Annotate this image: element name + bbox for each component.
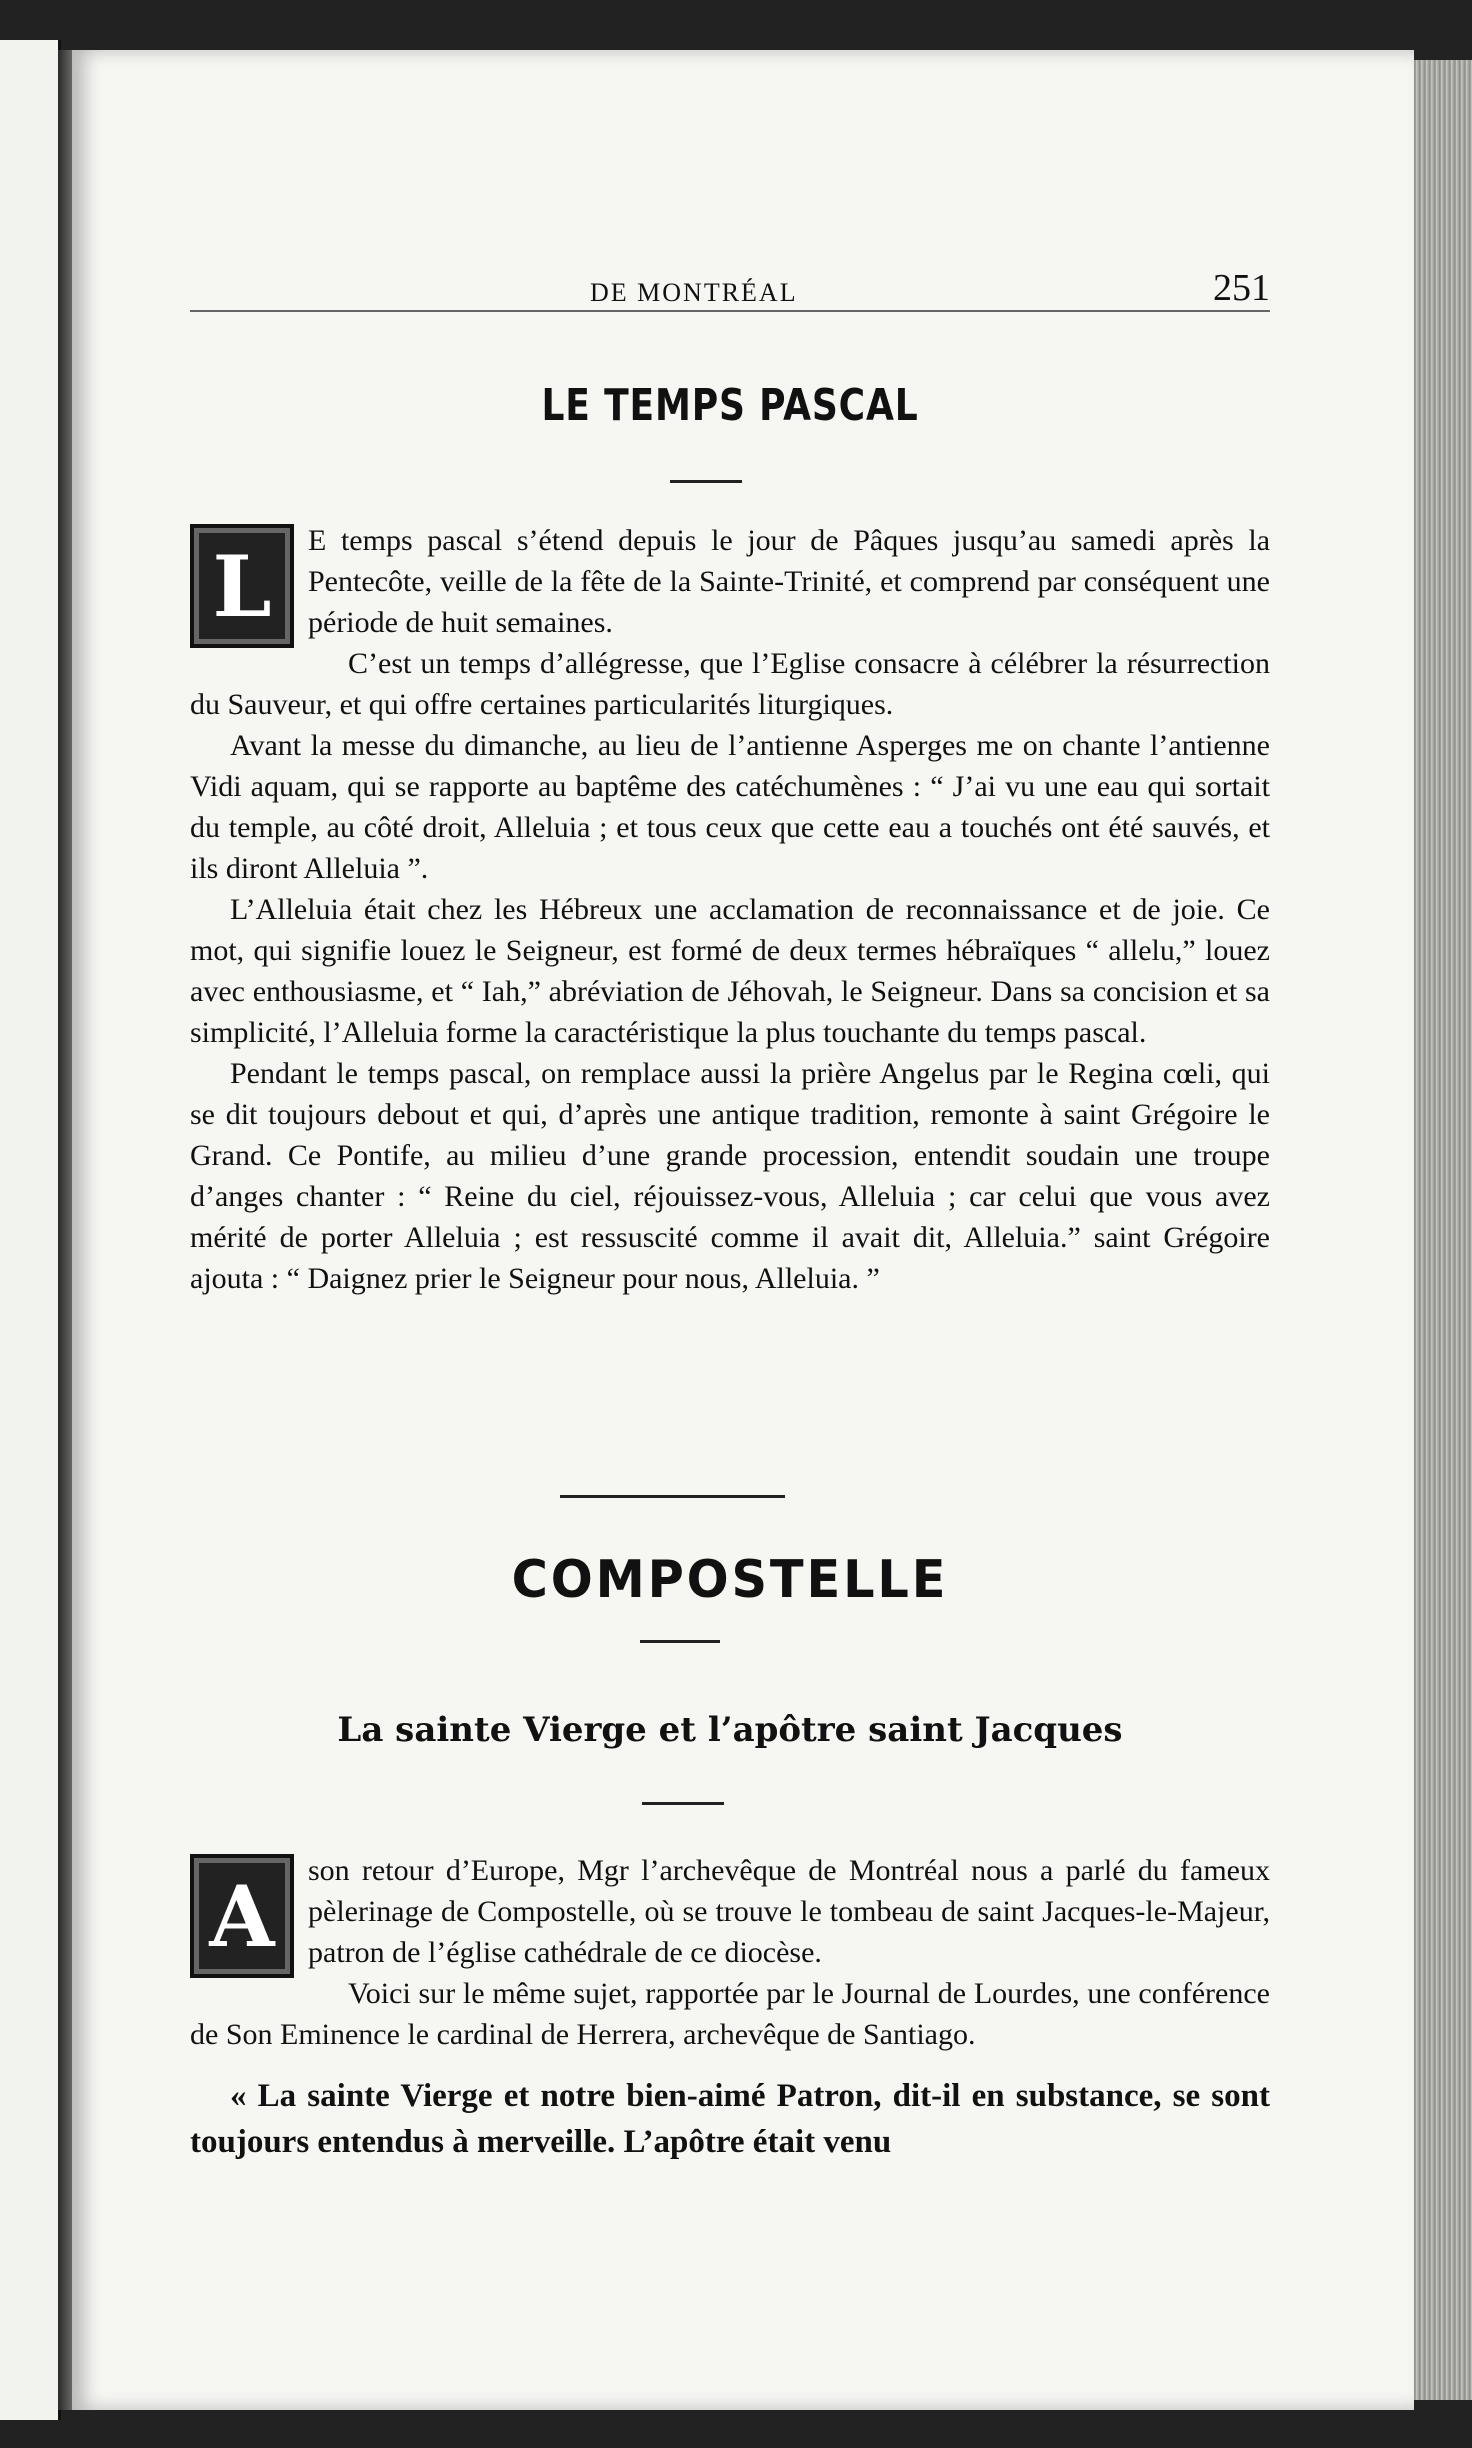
running-head-title: DE MONTRÉAL [590, 278, 798, 307]
paragraph-text: son retour d’Europe, Mgr l’archevêque de Montréal nous a parlé du fameux pèlerinage de Compostelle, où se trouve le tombeau de saint Jacques-le-Majeur, patron de l’église cathédrale de ce diocèse. [308, 1854, 1270, 1969]
page-number: 251 [1213, 267, 1270, 309]
section-title-compostelle: COMPOSTELLE [511, 1550, 949, 1610]
paragraph: Voici sur le même sujet, rapportée par le Journal de Lourdes, une conférence de Son Eminence le cardinal de Herrera, archevêque de Santiago. [190, 1977, 1270, 2051]
page-fore-edge [1412, 60, 1472, 2400]
subtitle-rule [642, 1802, 724, 1805]
dropcap-ornament: A [190, 1854, 294, 1978]
paragraph: Avant la messe du dimanche, au lieu de l’antienne Asperges me on chante l’antienne Vidi aquam, qui se rapporte au baptême des catéchumènes : “ J’ai vu une eau qui sortait du temple, au côté droit, Alleluia ; et tous ceux que cette eau a touchés ont été sauvés, et ils diront Alleluia ”. [190, 729, 1270, 885]
dropcap-continuation: E [308, 524, 327, 557]
section-subtitle: La sainte Vierge et l’apôtre saint Jacques [337, 1710, 1123, 1750]
paragraph [190, 520, 1270, 643]
section-divider [560, 1495, 785, 1498]
paragraph: C’est un temps d’allégresse, que l’Eglise consacre à célébrer la résurrection du Sauveur, et qui offre certaines particularités liturgiques. [190, 647, 1270, 721]
section-body-compostelle [190, 1850, 1270, 2165]
section-body-temps-pascal [190, 520, 1270, 1299]
dropcap-ornament: L [190, 524, 294, 648]
title-rule [640, 1640, 720, 1643]
title-rule [670, 480, 742, 483]
paragraph: L’Alleluia était chez les Hébreux une acclamation de reconnaissance et de joie. Ce mot, qui signifie louez le Seigneur, est formé de deux termes hébraïques “ allelu,” louez avec enthousiasme, et “ Iah,” abréviation de Jéhovah, le Seigneur. Dans sa concision et sa simplicité, l’Alleluia forme la caractéristique la plus touchante du temps pascal. [190, 893, 1270, 1049]
book-page [72, 50, 1414, 2410]
left-page-edge [0, 40, 61, 2420]
section-title-temps-pascal: LE TEMPS PASCAL [541, 380, 919, 431]
running-head [190, 260, 1270, 312]
paragraph: Pendant le temps pascal, on remplace aussi la prière Angelus par le Regina cœli, qui se dit toujours debout et qui, d’après une antique tradition, remonte à saint Grégoire le Grand. Ce Pontife, au milieu d’une grande procession, entendit soudain une troupe d’anges chanter : “ Reine du ciel, réjouissez-vous, Alleluia ; car celui que vous avez mérité de porter Alleluia ; est ressuscité comme il avait dit, Alleluia.” saint Grégoire ajouta : “ Daignez prier le Seigneur pour nous, Alleluia. ” [190, 1057, 1270, 1295]
paragraph-text: temps pascal s’étend depuis le jour de Pâques jusqu’au samedi après la Pentecôte, veille de la fête de la Sainte-Trinité, et comprend par conséquent une période de huit semaines. [308, 524, 1271, 639]
quote-paragraph: « La sainte Vierge et notre bien-aimé Patron, dit-il en substance, se sont toujours entendus à merveille. L’apôtre était venu [190, 2078, 1270, 2160]
paragraph [190, 1850, 1270, 1973]
